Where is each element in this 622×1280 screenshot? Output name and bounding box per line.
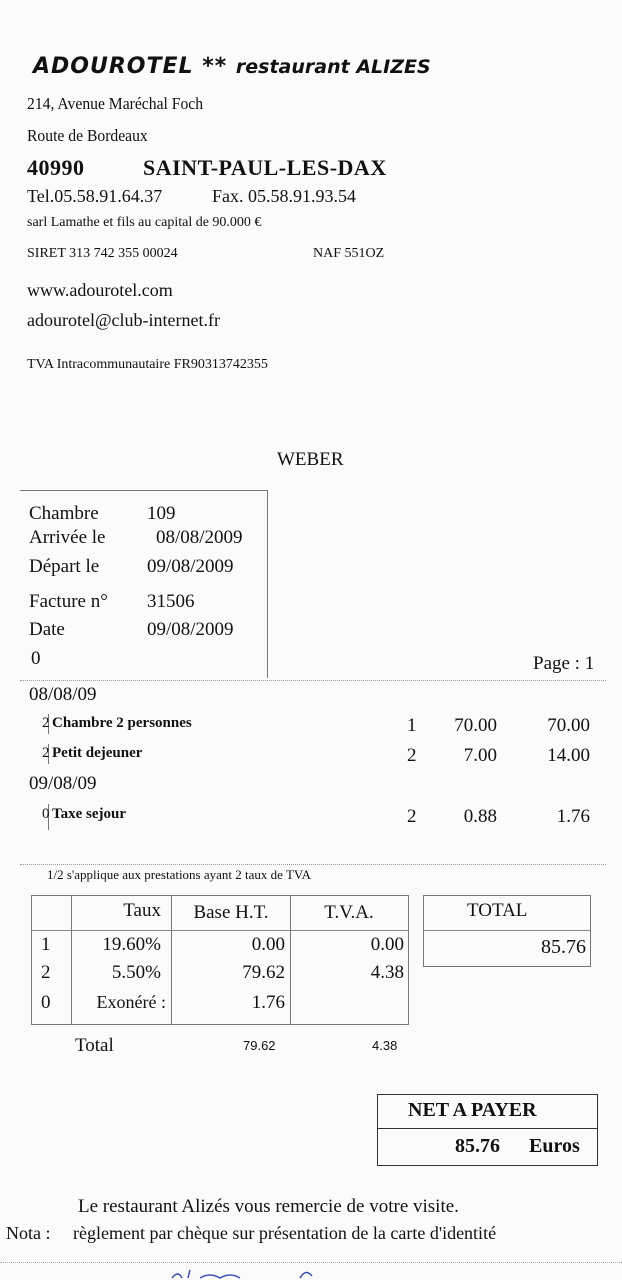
- guest-name: WEBER: [277, 449, 344, 470]
- vat-total-tva: 4.38: [372, 1038, 398, 1053]
- vat-row-code: 2: [41, 962, 51, 983]
- footer-thanks: Le restaurant Alizés vous remercie de votre visite.: [78, 1196, 459, 1217]
- arrival-value: 08/08/2009: [156, 527, 243, 548]
- vat-row-tva: 4.38: [370, 962, 404, 983]
- tva-number: TVA Intracommunautaire FR90313742355: [27, 357, 268, 372]
- company-info: sarl Lamathe et fils au capital de 90.000 €: [27, 215, 262, 230]
- net-currency: Euros: [529, 1135, 580, 1157]
- footer-note-prefix: Nota :: [6, 1223, 51, 1243]
- vat-header-rate: Taux: [123, 900, 161, 921]
- total-value: 85.76: [541, 936, 586, 958]
- item-qty: 2: [407, 745, 417, 766]
- room-label: Chambre: [29, 503, 99, 524]
- vat-row-rate: Exonéré :: [96, 992, 166, 1012]
- vat-row-rate: 5.50%: [111, 962, 161, 983]
- naf: NAF 551OZ: [313, 246, 385, 261]
- email: adourotel@club-internet.fr: [27, 310, 220, 330]
- item-amount: 70.00: [547, 715, 590, 736]
- item-code: 2: [42, 715, 50, 731]
- hotel-logo: [33, 54, 431, 79]
- vat-row-tva: 0.00: [370, 934, 404, 955]
- arrival-label: Arrivée le: [29, 527, 106, 548]
- item-date: 08/08/09: [29, 684, 97, 705]
- page-number: Page : 1: [533, 653, 595, 674]
- date-value: 09/08/2009: [147, 619, 234, 640]
- item-label: Taxe sejour: [52, 806, 127, 822]
- vat-total-base: 79.62: [243, 1038, 276, 1053]
- restaurant-name: restaurant ALIZES: [235, 56, 431, 78]
- stay-extra: 0: [31, 648, 41, 669]
- item-code: 0: [42, 806, 50, 822]
- total-label: TOTAL: [467, 900, 528, 921]
- vat-total-label: Total: [75, 1035, 114, 1056]
- vat-header-base: Base H.T.: [193, 902, 269, 923]
- hotel-name: ADOUROTEL **: [33, 54, 228, 79]
- net-label: NET A PAYER: [408, 1099, 537, 1121]
- item-qty: 1: [407, 715, 417, 736]
- invoice-label: Facture n°: [29, 591, 108, 612]
- website: www.adourotel.com: [27, 280, 173, 300]
- footer-note: règlement par chèque sur présentation de la carte d'identité: [73, 1223, 497, 1243]
- item-label: Petit dejeuner: [52, 745, 143, 761]
- vat-row-rate: 19.60%: [102, 934, 161, 955]
- tear-line: [0, 1262, 622, 1263]
- room-value: 109: [147, 503, 176, 524]
- item-unit-price: 70.00: [454, 715, 497, 736]
- vat-header-divider: [31, 930, 408, 931]
- net-box-divider: [377, 1128, 597, 1129]
- invoice-value: 31506: [147, 591, 195, 612]
- handwriting-scribble: [170, 1268, 330, 1280]
- vat-row-base: 79.62: [242, 962, 285, 983]
- total-box-divider: [423, 930, 590, 931]
- address-line-2: Route de Bordeaux: [27, 126, 148, 145]
- postcode: 40990: [27, 155, 85, 180]
- fax: Fax. 05.58.91.93.54: [212, 186, 356, 206]
- vat-row-base: 0.00: [251, 934, 285, 955]
- siret: SIRET 313 742 355 00024: [27, 246, 178, 261]
- vat-note: 1/2 s'applique aux prestations ayant 2 taux de TVA: [47, 867, 311, 882]
- item-amount: 14.00: [547, 745, 590, 766]
- item-amount: 1.76: [556, 806, 590, 827]
- item-date: 09/08/09: [29, 773, 97, 794]
- vat-row-base: 1.76: [251, 992, 285, 1013]
- vat-header-tva: T.V.A.: [324, 902, 374, 923]
- item-unit-price: 7.00: [463, 745, 497, 766]
- date-label: Date: [29, 619, 65, 640]
- vat-row-code: 1: [41, 934, 51, 955]
- items-divider-bottom: [20, 864, 606, 865]
- net-value: 85.76: [455, 1135, 500, 1157]
- item-unit-price: 0.88: [463, 806, 497, 827]
- item-code: 2: [42, 745, 50, 761]
- departure-label: Départ le: [29, 556, 100, 577]
- address-line-1: 214, Avenue Maréchal Foch: [27, 94, 204, 113]
- departure-value: 09/08/2009: [147, 556, 234, 577]
- city: SAINT-PAUL-LES-DAX: [143, 155, 387, 180]
- item-qty: 2: [407, 806, 417, 827]
- items-divider-top: [20, 680, 606, 681]
- vat-row-code: 0: [41, 992, 51, 1013]
- item-label: Chambre 2 personnes: [52, 715, 192, 731]
- phone: Tel.05.58.91.64.37: [27, 186, 163, 206]
